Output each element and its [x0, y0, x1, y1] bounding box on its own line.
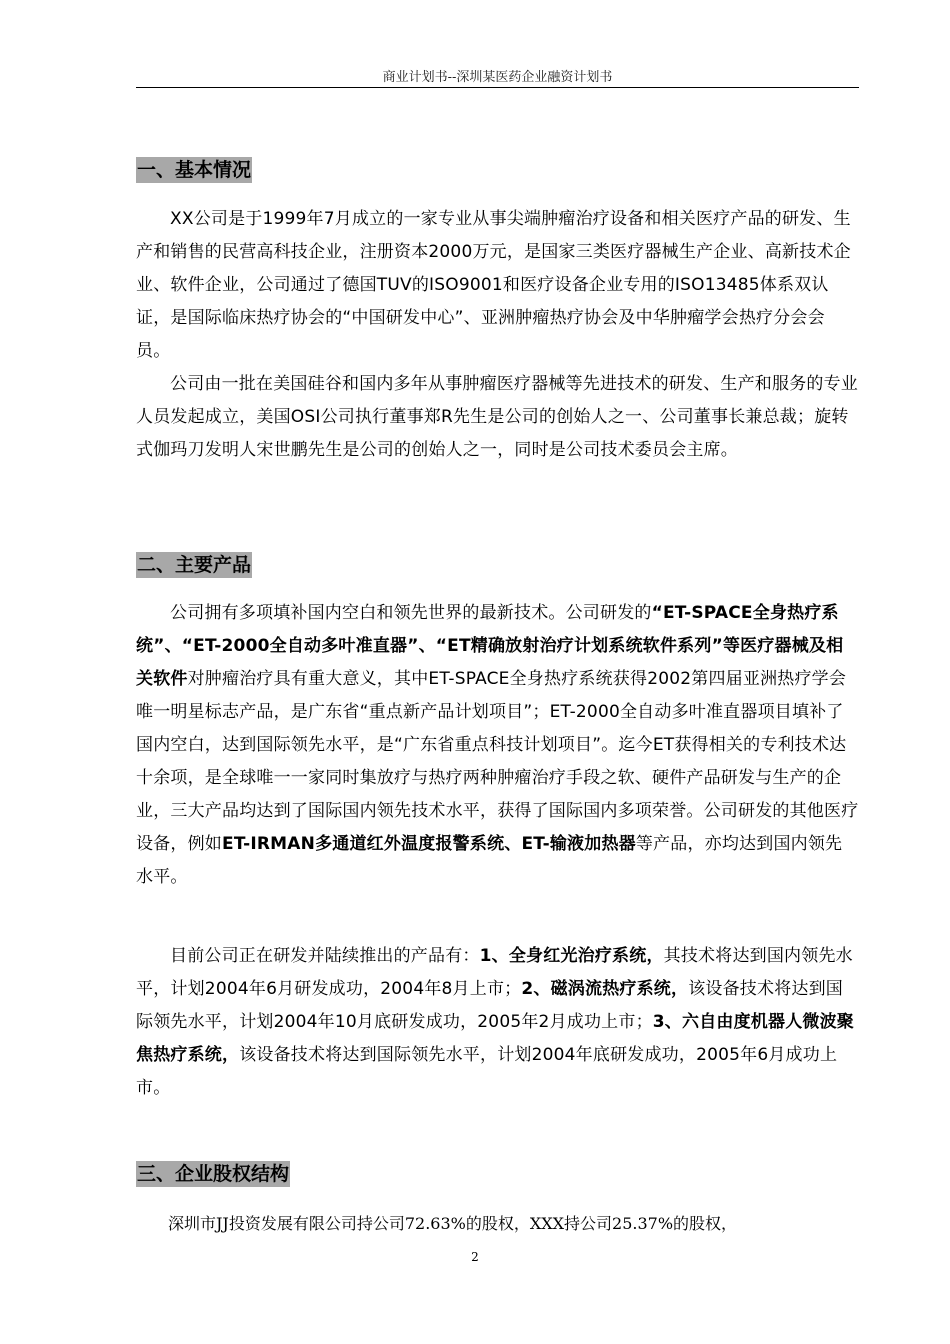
basic-paragraph-2: 公司由一批在美国硅谷和国内多年从事肿瘤医疗器械等先进技术的研发、生产和服务的专业人员发起成立，美国OSI公司执行董事郑R先生是公司的创始人之一、公司董事长兼总裁；旋转式伽玛刀发明人宋世鹏先生是公司的创始人之一，同时是公司技术委员会主席。	[136, 374, 858, 460]
products-p2-text-1: 目前公司正在研发并陆续推出的产品有：	[170, 946, 480, 966]
section-title-products: 二、主要产品	[137, 554, 252, 576]
products-p2-text-2: 其技术将达到国内领先水平，计划2004年6月研发成功，2004年8月上市；	[136, 946, 853, 999]
products-p2-bold-2: 2、磁涡流热疗系统，	[521, 979, 689, 999]
products-p2-text-3: 该设备技术将达到国际领先水平，计划2004年10月底研发成功，2005年2月成功上市；	[136, 979, 844, 1032]
page-header-title: 商业计划书--深圳某医药企业融资计划书	[382, 70, 613, 85]
products-p2-text-4: 该设备技术将达到国际领先水平，计划2004年底研发成功，2005年6月成功上市。	[136, 1045, 838, 1098]
products-p1-text-3: 等产品，亦均达到国内领先水平。	[136, 834, 843, 887]
section-title-basic: 一、基本情况	[137, 159, 252, 181]
products-paragraph-1	[136, 597, 859, 894]
products-p2-bold-3: 3、六自由度机器人微波聚焦热疗系统，	[136, 1012, 855, 1065]
products-paragraph-2	[136, 940, 859, 1105]
products-p2-bold-1: 1、全身红光治疗系统，	[479, 946, 664, 966]
equity-paragraph-1: 深圳市JJ投资发展有限公司持公司72.63%的股权，XXX持公司25.37%的股权，	[168, 1214, 738, 1233]
basic-paragraph-1: XX公司是于1999年7月成立的一家专业从事尖端肿瘤治疗设备和相关医疗产品的研发、生产和销售的民营高科技企业，注册资本2000万元，是国家三类医疗器械生产企业、高新技术企业、软件企业，公司通过了德国TUV的ISO9001和医疗设备企业专用的ISO13485体系双认证，是国际临床热疗协会的“中国研发中心”、亚洲肿瘤热疗协会及中华肿瘤学会热疗分会会员。	[136, 209, 851, 361]
header-divider	[136, 87, 859, 88]
products-p1-bold-1: “ET-SPACE全身热疗系统”、“ET-2000全自动多叶准直器”、“ET精确放射治疗计划系统软件系列”等医疗器械及相关软件	[136, 603, 844, 689]
products-p1-bold-2: ET-IRMAN多通道红外温度报警系统、ET-输液加热器	[222, 834, 636, 854]
page-number: 2	[471, 1250, 479, 1264]
products-p1-text-2: 对肿瘤治疗具有重大意义，其中ET-SPACE全身热疗系统获得2002第四届亚洲热疗学会唯一明星标志产品，是广东省“重点新产品计划项目”；ET-2000全自动多叶准直器项目填补了国内空白，达到国际领先水平，是“广东省重点科技计划项目”。迄今ET获得相关的专利技术达十余项，是全球唯一一家同时集放疗与热疗两种肿瘤治疗手段之软、硬件产品研发与生产的企业，三大产品均达到了国际国内领先技术水平，获得了国际国内多项荣誉。公司研发的其他医疗设备，例如	[136, 669, 859, 854]
products-p1-text-1: 公司拥有多项填补国内空白和领先世界的最新技术。公司研发的	[170, 603, 652, 623]
section-title-equity: 三、企业股权结构	[137, 1163, 290, 1185]
